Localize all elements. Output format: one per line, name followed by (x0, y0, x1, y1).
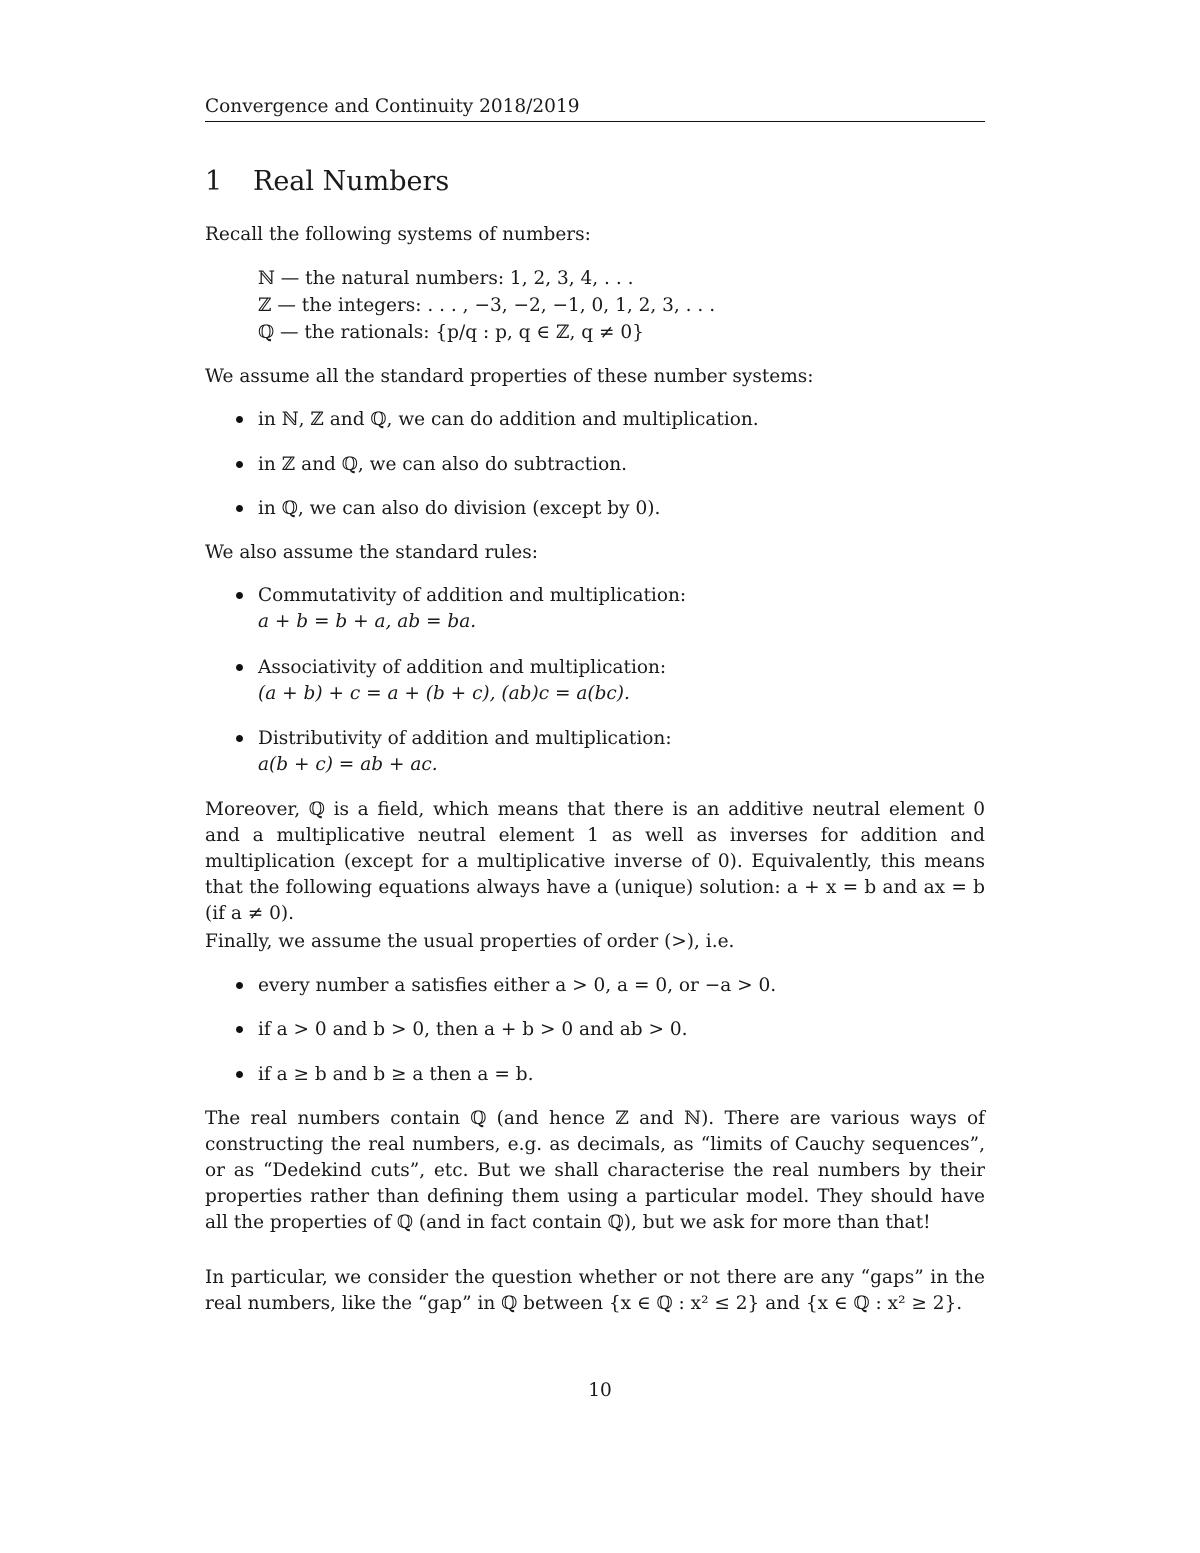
bullet-icon (236, 416, 243, 423)
bullet-icon (236, 982, 243, 989)
intro-paragraph: Recall the following systems of numbers: (205, 224, 591, 245)
bullet-icon (236, 461, 243, 468)
list-item (236, 583, 686, 635)
page-number: 10 (588, 1380, 612, 1401)
number-system-naturals: ℕ — the natural numbers: 1, 2, 3, 4, . . . (258, 268, 634, 289)
assume-properties-paragraph: We assume all the standard properties of these number systems: (205, 366, 814, 387)
list-item-text: in ℚ, we can also do division (except by 0). (258, 498, 661, 519)
bullet-icon (236, 664, 243, 671)
rule-formula: a + b = b + a, ab = ba. (258, 611, 477, 632)
rule-formula: a(b + c) = ab + ac. (258, 754, 438, 775)
rule-formula: (a + b) + c = a + (b + c), (ab)c = a(bc). (258, 683, 630, 704)
section-heading (205, 166, 449, 197)
list-item (236, 655, 666, 707)
list-item (236, 726, 672, 778)
list-item-text: in ℤ and ℚ, we can also do subtraction. (258, 454, 628, 475)
list-item (236, 407, 759, 433)
number-system-integers: ℤ — the integers: . . . , −3, −2, −1, 0, 1, 2, 3, . . . (258, 295, 716, 316)
running-header: Convergence and Continuity 2018/2019 (205, 96, 985, 122)
assume-rules-paragraph: We also assume the standard rules: (205, 542, 538, 563)
list-item (236, 973, 776, 999)
list-item (236, 496, 660, 522)
bullet-icon (236, 592, 243, 599)
list-item (236, 1062, 533, 1088)
list-item-text: in ℕ, ℤ and ℚ, we can do addition and multiplication. (258, 409, 759, 430)
list-item (236, 452, 627, 478)
list-item (236, 1017, 687, 1043)
bullet-icon (236, 735, 243, 742)
field-paragraph: Moreover, ℚ is a field, which means that there is an additive neutral element 0 and a multiplicative neutral element 1 as well as inverses for addition and multiplication (except for a multiplicative inverse of 0). Equivalently, this means that the following equations always have a (unique) solution: a + x = b and ax = b (if a ≠ 0). (205, 799, 985, 924)
list-item-text: if a ≥ b and b ≥ a then a = b. (258, 1064, 534, 1085)
order-intro-paragraph: Finally, we assume the usual properties of order (>), i.e. (205, 931, 735, 952)
real-numbers-paragraph: The real numbers contain ℚ (and hence ℤ and ℕ). There are various ways of constructing the real numbers, e.g. as decimals, as “limits of Cauchy sequences”, or as “Dedekind cuts”, etc. But we shall characterise the real numbers by their properties rather than defining them using a particular model. They should have all the properties of ℚ (and in fact contain ℚ), but we ask for more than that! (205, 1108, 985, 1233)
rule-label: Commutativity of addition and multiplication: (258, 585, 687, 606)
gaps-paragraph: In particular, we consider the question whether or not there are any “gaps” in the real numbers, like the “gap” in ℚ between {x ∈ ℚ : x² ≤ 2} and {x ∈ ℚ : x² ≥ 2}. (205, 1267, 985, 1314)
list-item-text: every number a satisfies either a > 0, a = 0, or −a > 0. (258, 975, 777, 996)
bullet-icon (236, 505, 243, 512)
rule-label: Distributivity of addition and multiplication: (258, 728, 672, 749)
number-system-rationals: ℚ — the rationals: {p/q : p, q ∈ ℤ, q ≠ 0} (258, 322, 644, 343)
bullet-icon (236, 1026, 243, 1033)
rule-label: Associativity of addition and multiplication: (258, 657, 667, 678)
section-title: Real Numbers (253, 166, 450, 197)
bullet-icon (236, 1071, 243, 1078)
section-number: 1 (205, 166, 223, 197)
list-item-text: if a > 0 and b > 0, then a + b > 0 and ab > 0. (258, 1019, 688, 1040)
